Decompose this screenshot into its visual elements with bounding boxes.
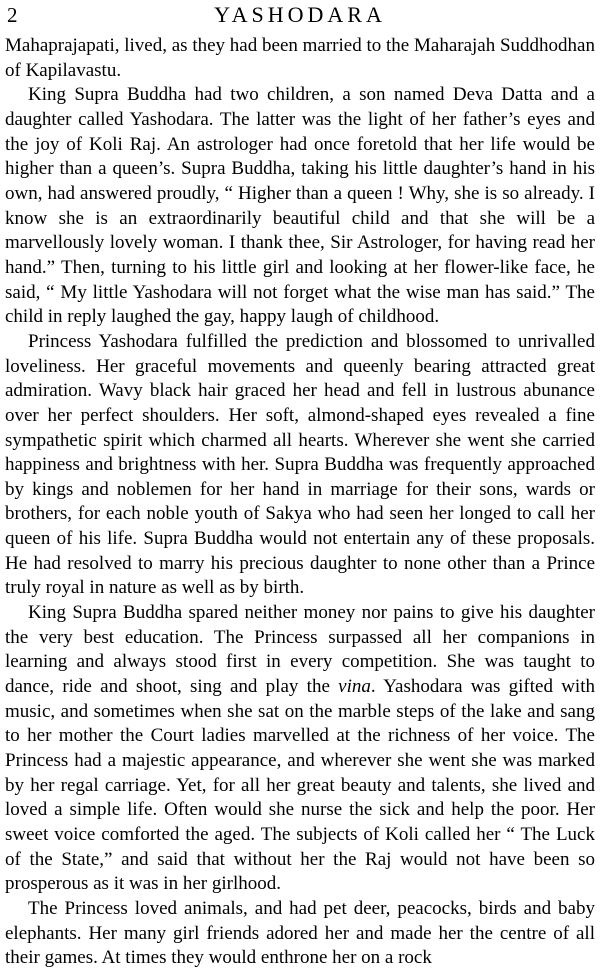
education-text-end: . Yashodara was gifted with music, and sometimes when she sat on the marble steps of the lake and sang to her mother the Court ladies marvelled at the richness of her voice. The Princess had a majestic appearance, and wherever she went she was marked by her regal carriage. Yet, for all her great beauty and talents, she lived and loved a simple life. Often would she nurse the sick and help the poor. Her sweet voice comforted the aged. The subjects of Koli called her “ The Luck of the State,” and said that without her the Raj would not have been so prosperous as it was in her girlhood. [5,676,595,895]
page-number: 2 [7,3,18,27]
running-head: YASHODARA [214,2,386,27]
paragraph-princess-loveliness: Princess Yashodara fulfilled the prediction and blossomed to unrivalled loveliness. Her graceful movements and queenly bearing attracted great admiration. Wavy black hair graced her head and fell in lustrous abunance over her perfect shoulders. Her soft, almond-shaped eyes revealed a fine sympathetic spirit which charmed all hearts. Wherever she went she carried happiness and brightness with her. Supra Buddha was frequently approached by kings and noblemen for her hand in marriage for their sons, wards or brothers, for each noble youth of Sakya who had seen her longed to call her queen of his life. Supra Buddha would not entertain any of these proposals. He had resolved to marry his precious daughter to none other than a Prince truly royal in nature as well as by birth. [5,330,595,599]
education-text-start: King Supra Buddha spared neither money nor pains to give his daughter the very best education. The Princess surpassed all her companions in learning and always stood first in every competition. She was taught to dance, ride and shoot, sing and play the [5,602,595,698]
paragraph-education [5,601,595,897]
paragraph-continued: Mahaprajapati, lived, as they had been married to the Maharajah Suddhodhan of Kapilavastu. [5,35,595,81]
page-header [5,0,595,34]
body-text [5,34,595,971]
paragraph-supra-buddha-children: King Supra Buddha had two children, a son named Deva Datta and a daughter called Yashodara. The latter was the light of her father’s eyes and the joy of Koli Raj. An astrologer had once foretold that her life would be higher than a queen’s. Supra Buddha, taking his little daughter’s hand in his own, had answered proudly, “ Higher than a queen ! Why, she is so already. I know she is an extraordinarily beautiful child and that she will be a marvellously lovely woman. I thank thee, Sir Astrologer, for having read her hand.” Then, turning to his little girl and looking at her flower-like face, he said, “ My little Yashodara will not forget what the wise man has said.” The child in reply laughed the gay, happy laugh of childhood. [5,84,595,328]
paragraph-animals: The Princess loved animals, and had pet deer, peacocks, birds and baby elephants. Her many girl friends adored her and made her the centre of all their games. At times they would enthrone her on a rock [5,897,595,969]
vina-term: vina [338,676,371,698]
